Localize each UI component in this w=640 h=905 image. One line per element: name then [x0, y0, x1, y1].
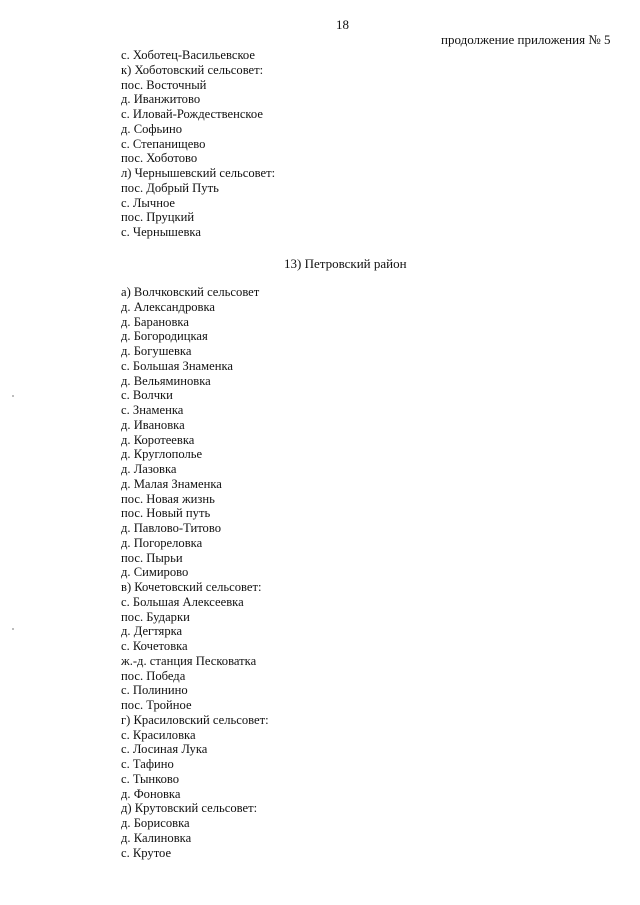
list-item: д. Барановка — [121, 314, 189, 329]
list-item: с. Лычное — [121, 195, 176, 210]
list-item: г) Красиловский сельсовет: — [121, 712, 269, 727]
appendix-continuation-note: продолжение приложения № 5 — [441, 32, 611, 47]
list-item: с. Тынково — [121, 771, 180, 786]
list-item: д. Павлово-Титово — [121, 521, 222, 535]
list-item: с. Крутое — [121, 845, 172, 860]
list-item: д. Борисовка — [121, 816, 190, 830]
list-item: с. Большая Знаменка — [121, 358, 233, 373]
list-item: д. Богородицкая — [121, 329, 208, 344]
district-heading: 13) Петровский район — [284, 256, 407, 271]
list-item: а) Волчковский сельсовет — [121, 285, 260, 299]
list-item: в) Кочетовский сельсовет: — [121, 580, 262, 594]
list-item: д. Софьино — [121, 121, 183, 136]
list-item: с. Иловай-Рождественское — [121, 107, 263, 121]
list-item: д. Круглополье — [121, 447, 203, 462]
list-item: л) Чернышевский сельсовет: — [121, 166, 276, 180]
list-item: пос. Тройное — [121, 698, 192, 712]
list-item: пос. Победа — [121, 668, 186, 683]
scan-artifact — [12, 628, 14, 630]
list-item: пос. Бударки — [121, 609, 190, 624]
list-item: д. Ивановка — [121, 417, 185, 432]
list-item: с. Тафино — [121, 757, 174, 771]
list-item: с. Красиловка — [121, 727, 196, 742]
list-item: с. Степанищево — [121, 136, 206, 151]
list-item: д) Крутовский сельсовет: — [121, 801, 258, 816]
list-item: д. Лазовка — [121, 462, 177, 476]
list-item: д. Дегтярка — [121, 624, 183, 639]
scan-artifact — [12, 395, 14, 397]
list-item: с. Кочетовка — [121, 639, 188, 653]
list-item: пос. Пруцкий — [121, 210, 195, 225]
list-item: д. Калиновка — [121, 830, 192, 845]
list-item: к) Хоботовский сельсовет: — [121, 62, 264, 77]
list-item: с. Волчки — [121, 388, 173, 403]
list-item: д. Фоновка — [121, 786, 181, 801]
settlement-list-main — [121, 285, 269, 860]
list-item: д. Коротеевка — [121, 432, 195, 447]
list-item: д. Иванжитово — [121, 92, 201, 107]
list-item: пос. Добрый Путь — [121, 180, 219, 195]
list-item: ж.-д. станция Песковатка — [121, 653, 257, 668]
list-item: д. Погореловка — [121, 535, 203, 550]
list-item: пос. Восточный — [121, 77, 207, 92]
list-item: с. Хоботец-Васильевское — [121, 48, 255, 62]
list-item: пос. Пырьи — [121, 550, 183, 565]
list-item: с. Чернышевка — [121, 225, 201, 239]
page-number: 18 — [336, 17, 349, 32]
list-item: д. Богушевка — [121, 344, 192, 358]
list-item: с. Большая Алексеевка — [121, 594, 244, 609]
list-item: д. Александровка — [121, 299, 216, 314]
settlement-list-top — [121, 48, 275, 240]
list-item: д. Малая Знаменка — [121, 476, 222, 491]
list-item: с. Полинино — [121, 683, 188, 698]
list-item: с. Лосиная Лука — [121, 742, 208, 757]
list-item: пос. Новая жизнь — [121, 491, 215, 506]
list-item: д. Симирово — [121, 565, 189, 580]
list-item: пос. Хоботово — [121, 151, 198, 166]
list-item: д. Вельяминовка — [121, 373, 211, 388]
list-item: с. Знаменка — [121, 403, 184, 417]
list-item: пос. Новый путь — [121, 506, 211, 521]
